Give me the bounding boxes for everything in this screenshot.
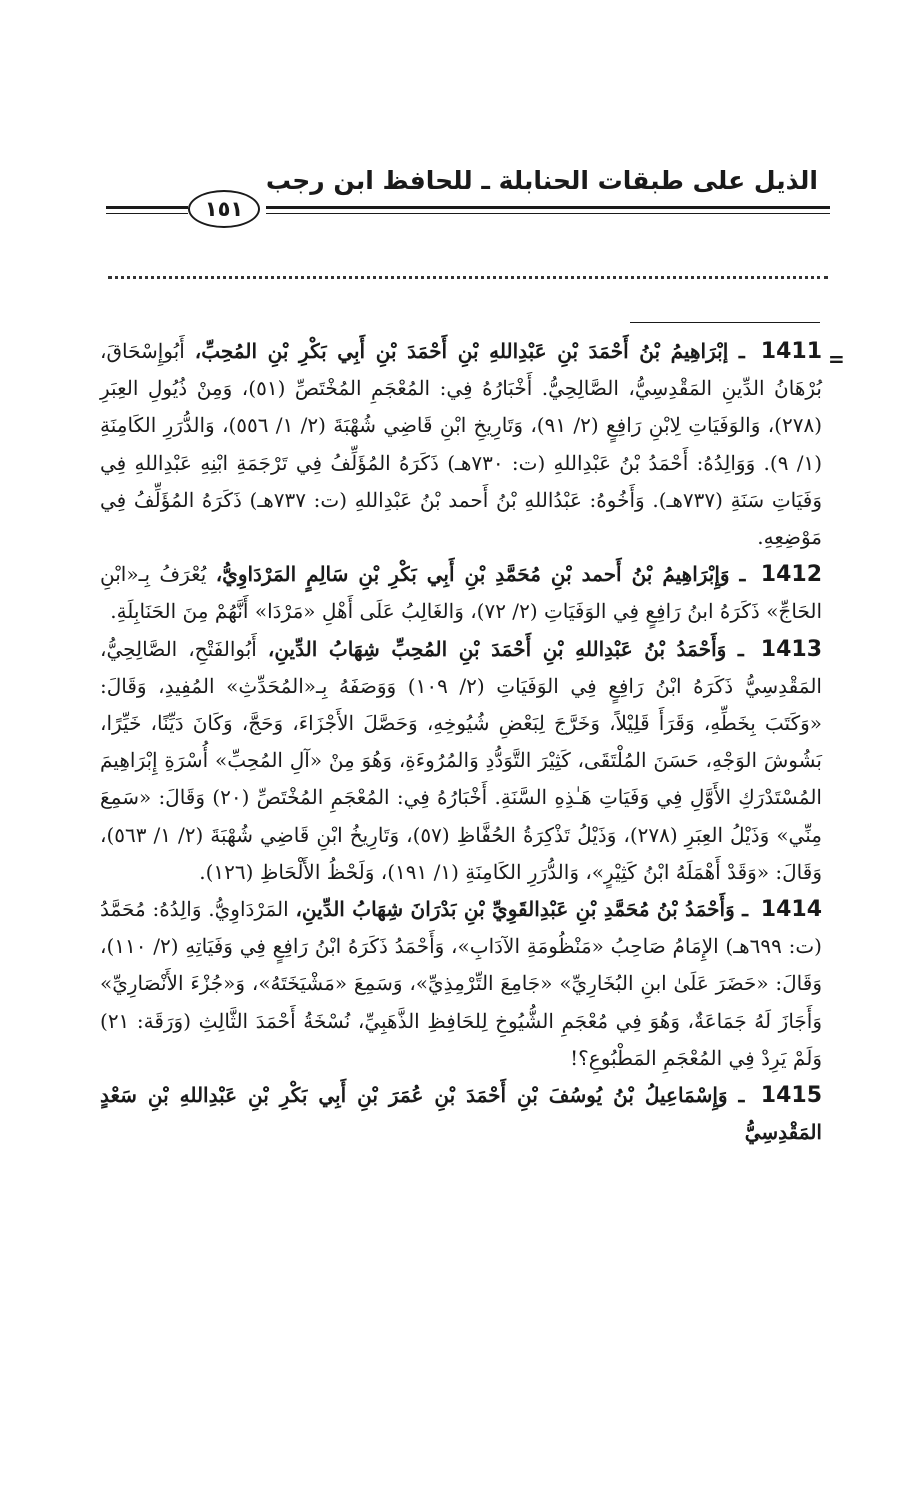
- entry-text: أَبُوالفَتْحِ، الصَّالِحِيُّ، المَقْدِسِيُّ ذَكَرَهُ ابْنُ رَافِعٍ فِي الوَفَيَاتِ (٢/ ١٠٩) وَوَصَفَهُ بِـ«المُحَدِّثِ» المُفِيدِ، وَقَالَ: «وَكَتَبَ بِخَطِّهِ، وَقَرَأَ قَلِيْلاً، وَخَرَّجَ لِبَعْضِ شُيُوخِهِ، وَحَصَّلَ الأَجْزَاءَ، وَحَجَّ، وَكَانَ دَيِّنًا، خَيِّرًا، بَشُوشَ الوَجْهِ، حَسَنَ المُلْتَقَى، كَثِيْرَ التَّوَدُّدِ وَالمُرُوءَةِ، وَهُوَ مِنْ «آلِ المُحِبِّ» أُسْرَةِ إِبْرَاهِيمَ المُسْتَدْرَكِ الأَوَّلِ فِي وَفَيَاتِ هَـٰذِهِ السَّنَةِ. أَخْبَارُهُ فِي: المُعْجَمِ المُخْتَصِّ (٢٠) وَقَالَ: «سَمِعَ مِنِّي» وَذَيْلُ العِبَرِ (٢٧٨)، وَذَيْلُ تَذْكِرَةُ الحُفَّاظِ (٥٧)، وَتَارِيخُ ابْنِ قَاضِي شُهْبَةَ (٢/ ١/ ٥٦٣)، وَقَالَ: «وَقَدْ أَهْمَلَهُ ابْنُ كَثِيْرٍ»، وَالدُّرَرِ الكَامِنَةِ (١/ ١٩١)، وَلَحْظُ الأَلْحَاظِ (١٢٦).: [100, 636, 822, 884]
- header-rule-right-thin: [266, 213, 830, 214]
- dotted-separator: [108, 276, 828, 279]
- continuation-mark: =: [828, 347, 845, 371]
- entry-text: أَبُوإِسْحَاقَ، بُرْهَانُ الدِّينِ المَقْدِسِيُّ، الصَّالِحِيُّ. أَخْبَارُهُ فِي: المُعْجَمِ المُخْتَصِّ (٥١)، وَمِنْ ذُيُولِ العِبَرِ (٢٧٨)، وَالوَفَيَاتِ لِابْنِ رَافِعٍ (٢/ ٩١)، وَتَارِيخِ ابْنِ قَاضِي شُهْبَةَ (٢/ ١/ ٥٥٦)، وَالدُّرَرِ الكَامِنَةِ (١/ ٩). وَوَالِدُهُ: أَحْمَدُ بْنُ عَبْدِاللهِ (ت: ٧٣٠هـ) ذَكَرَهُ المُؤَلِّفُ فِي تَرْجَمَةِ ابْنِهِ عَبْدِاللهِ فِي وَفَيَاتِ سَنَةِ (٧٣٧هـ). وَأَخُوهُ: عَبْدُاللهِ بْنُ أَحمد بْنُ عَبْدِاللهِ (ت: ٧٣٧هـ) ذَكَرَهُ المُؤَلِّفُ فِي مَوْضِعِهِ.: [100, 339, 823, 550]
- entry-text: يُعْرَفُ بِـ«ابْنِ الحَاجِّ» ذَكَرَهُ ابنُ رَافِعٍ فِي الوَفَيَاتِ (٢/ ٧٢)، وَالغَالِبُ عَلَى أَهْلِ «مَرْدَا» أَنَّهُمْ مِنَ الحَنَابِلَةِ.: [100, 562, 822, 624]
- entry-1415: [100, 1077, 822, 1151]
- header-rule-right: [266, 206, 830, 209]
- entry-number: 1413: [760, 636, 823, 662]
- entry-number: 1415: [760, 1083, 822, 1109]
- running-title: الذيل على طبقات الحنابلة ـ للحافظ ابن رجب: [265, 166, 818, 195]
- entry-1414: [100, 891, 822, 1077]
- entry-lead: ـ وَإِبْرَاهِيمُ بْنُ أَحمد بْنِ مُحَمَّدِ بْنِ أَبِي بَكْرِ بْنِ سَالِمٍ المَرْدَاوِيُّ،: [215, 562, 746, 587]
- header-rule-left: [106, 206, 188, 209]
- entry-number: 1414: [760, 897, 823, 923]
- entry-number: 1411: [760, 339, 823, 364]
- footnote-rule: [630, 322, 820, 323]
- entry-text: المَرْدَاوِيُّ. وَالِدُهُ: مُحَمَّدُ (ت: ٦٩٩هـ) الإِمَامُ صَاحِبُ «مَنْظُومَةِ الآدَابِ»، وَأَحْمَدُ ذَكَرَهُ ابْنُ رَافِعٍ فِي وَفَيَاتِهِ (٢/ ١١٠)، وَقَالَ: «حَضَرَ عَلَىٰ ابنِ البُخَارِيِّ» «جَامِعَ التِّرْمِذِيِّ»، وَسَمِعَ «مَشْيَخَتَهُ»، وَ«جُزْءَ الأَنْصَارِيِّ» وَأَجَازَ لَهُ جَمَاعَةٌ، وَهُوَ فِي مُعْجَمِ الشُّيُوخِ لِلحَافِظِ الذَّهَبِيِّ، نُسْخَةُ أَحْمَدَ الثَّالِثِ (وَرَقَة: ٢١) وَلَمْ يَرِدْ فِي المُعْجَمِ المَطْبُوعِ؟!: [100, 897, 822, 1070]
- entry-lead: ـ إبْرَاهِيمُ بْنُ أَحْمَدَ بْنِ عَبْدِاللهِ بْنِ أَحْمَدَ بْنِ أَبِي بَكْرِ بْنِ المُحِبِّ،: [194, 339, 745, 363]
- entry-lead: ـ وَأَحْمَدُ بْنُ عَبْدِاللهِ بْنِ أَحْمَدَ بْنِ المُحِبِّ شِهَابُ الدِّينِ،: [267, 636, 744, 661]
- page-header: [90, 160, 830, 240]
- entries-body: [100, 333, 822, 1151]
- entry-lead: ـ وَإِسْمَاعِيلُ بْنُ يُوسُفَ بْنِ أَحْمَدَ بْنِ عُمَرَ بْنِ أَبِي بَكْرِ بْنِ عَبْدِاللهِ بْنِ سَعْدٍ المَقْدِسِيُّ: [100, 1083, 822, 1145]
- entry-lead: ـ وَأَحْمَدُ بْنُ مُحَمَّدِ بْنِ عَبْدِالقَوِيِّ بْنِ بَدْرَانَ شِهَابُ الدِّينِ،: [295, 897, 748, 922]
- page-number: ١٥١: [188, 190, 260, 228]
- header-rule-left-thin: [106, 213, 188, 214]
- entry-1412: [100, 556, 822, 630]
- entry-number: 1412: [760, 562, 823, 588]
- entry-1411: [100, 333, 822, 556]
- entry-1413: [100, 631, 822, 891]
